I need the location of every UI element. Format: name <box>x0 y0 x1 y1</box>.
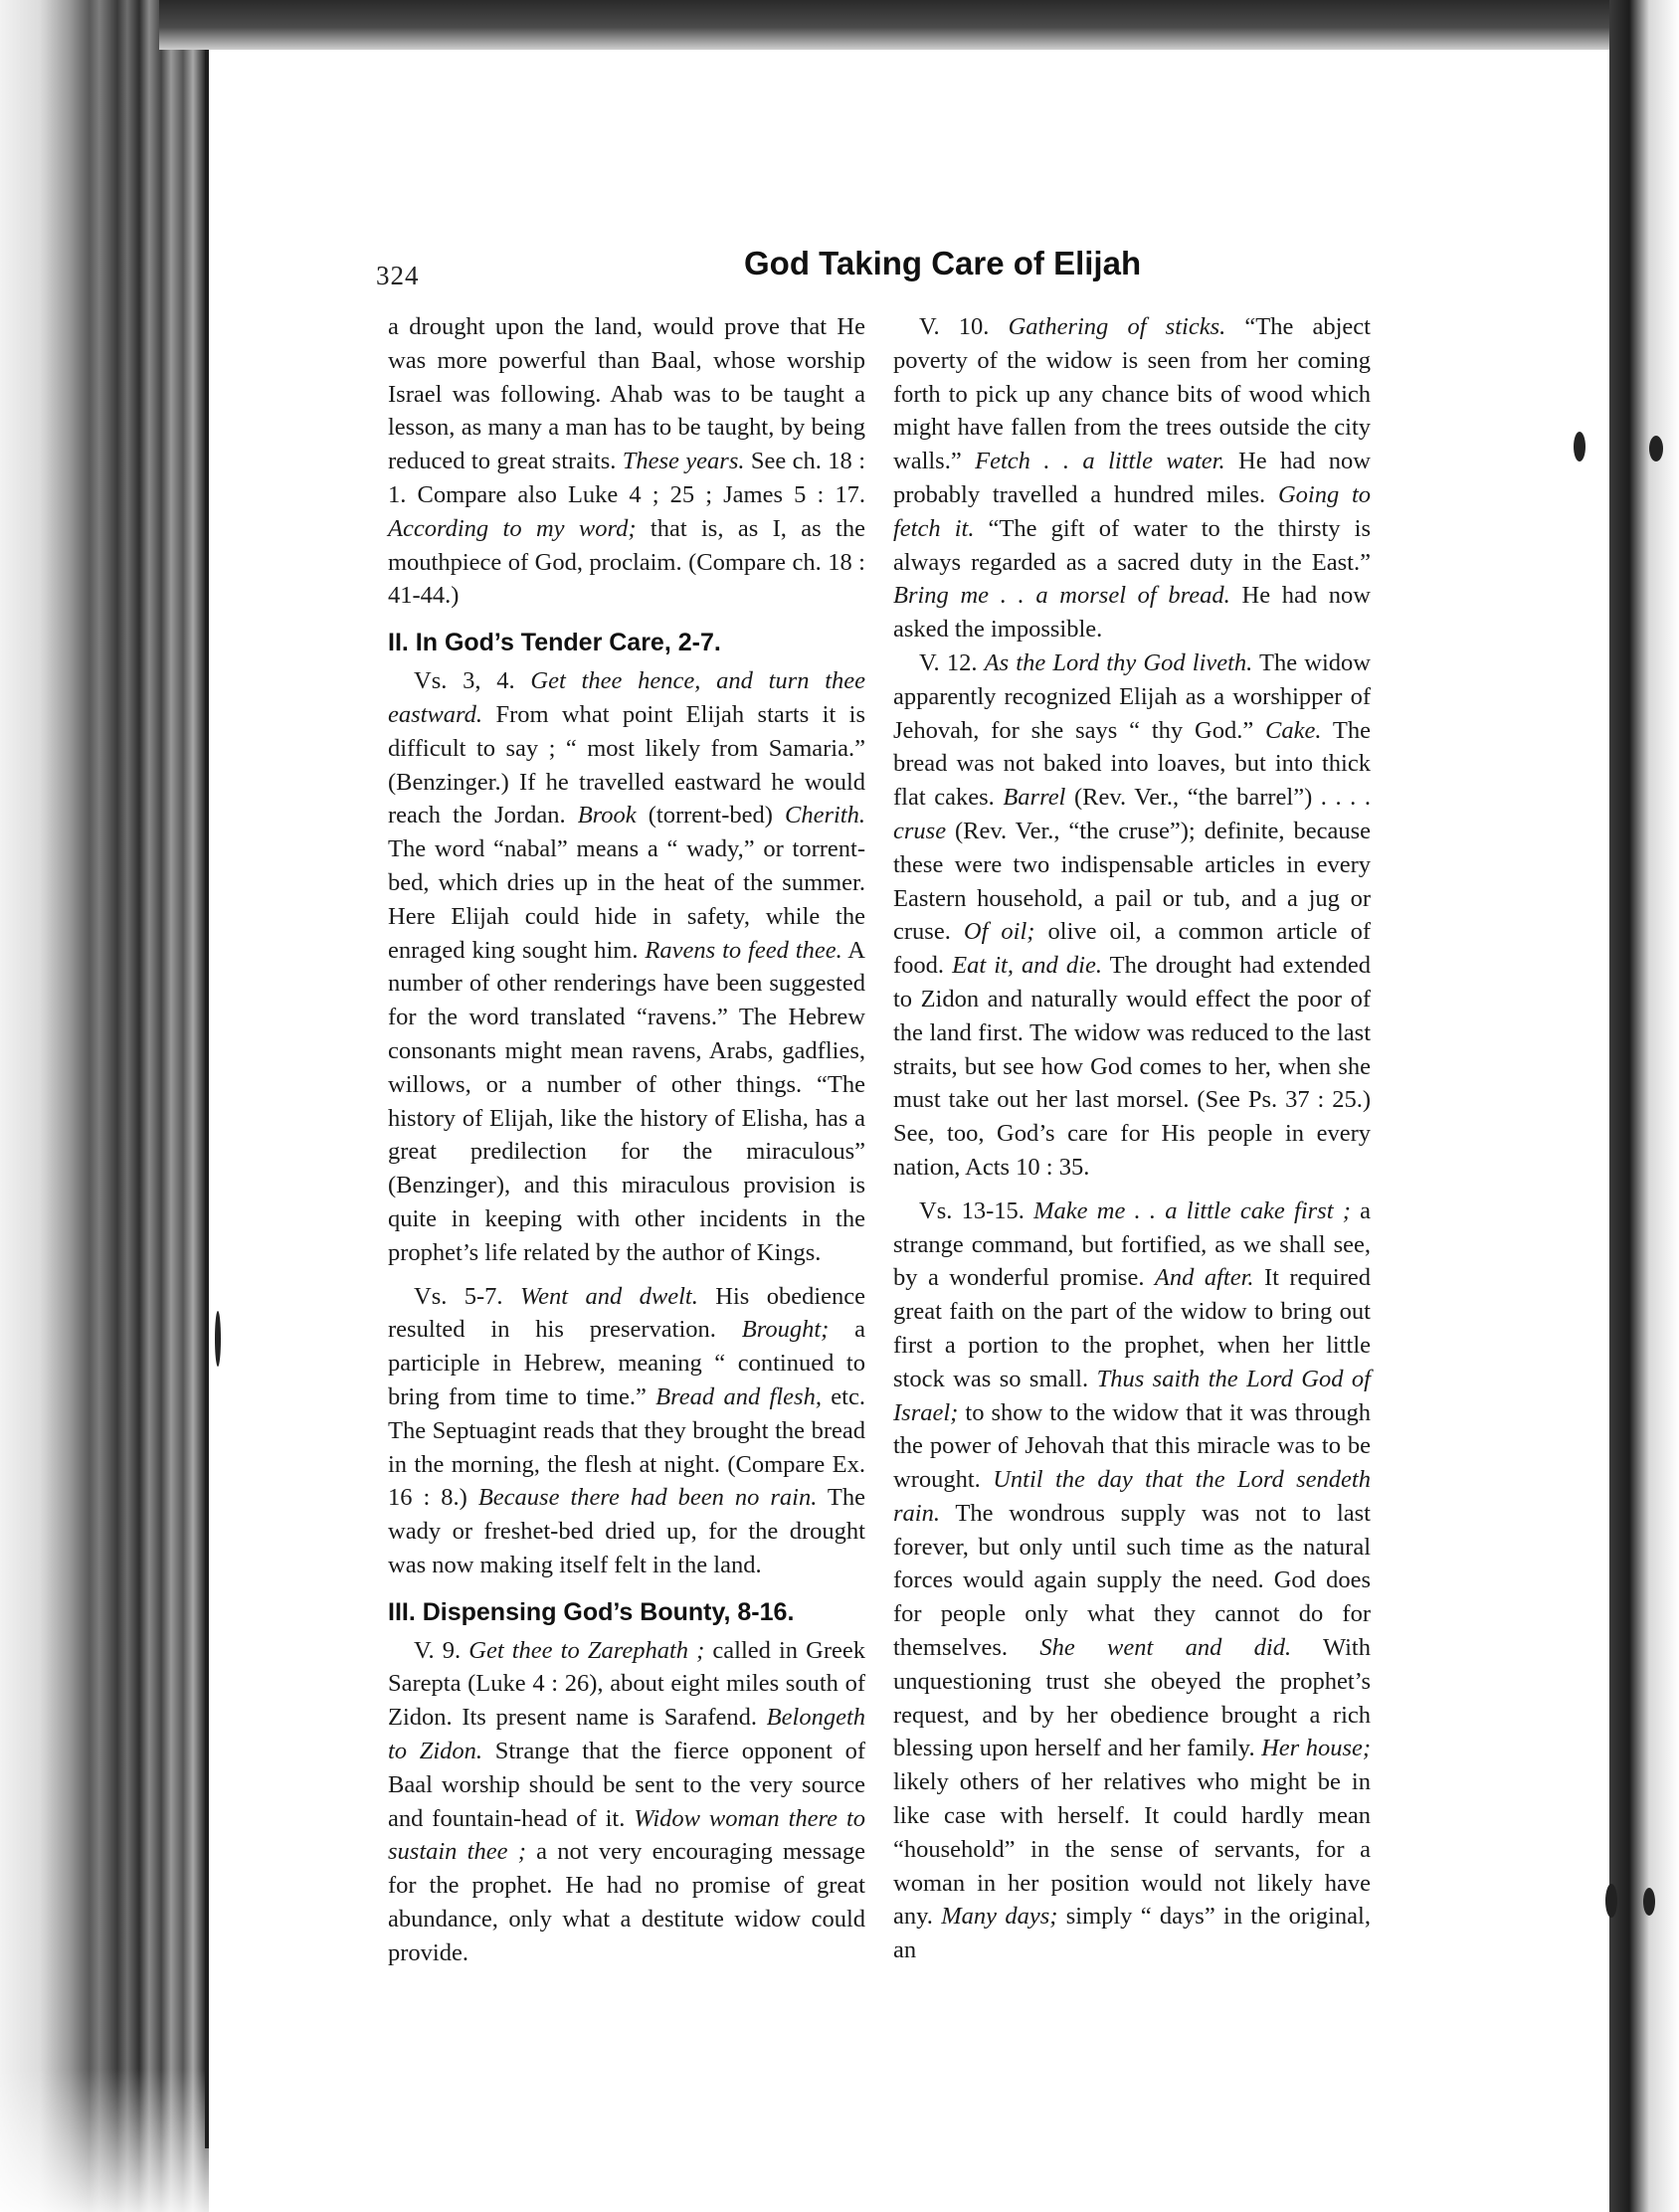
text-run: The wady or freshet-bed dried up, for the drought was now making itself felt in the land. <box>388 1484 866 1578</box>
book-binding-edge <box>0 0 209 2212</box>
text-run: V. 9. <box>414 1636 469 1664</box>
italic-term: Cake. <box>1265 716 1322 744</box>
italic-term: Make me . . a little cake first ; <box>1033 1197 1351 1224</box>
running-title: God Taking Care of Elijah <box>744 245 1142 281</box>
italic-term: Brought; <box>741 1316 830 1344</box>
text-run: simply “ days” in the original, an <box>893 1903 1371 1964</box>
text-run: The bread was not baked into loaves, but into thick flat cakes. <box>893 716 1371 812</box>
text-run: The wondrous supply was not to last forever, but only until such time as the natural forces would again supply the need. God does for people only what they cannot do for themselves. <box>893 1499 1371 1662</box>
top-scan-edge <box>159 0 1611 50</box>
text-run: The word “nabal” means a “ wady,” or torrent-bed, which dries up in the heat of the summer. Here Elijah could hide in safety, while the enraged king sought him. <box>388 835 865 964</box>
text-run: Vs. 5-7. <box>414 1282 520 1310</box>
italic-term: Bring me . . a morsel of bread. <box>893 582 1230 610</box>
text-run: V. 12. <box>919 648 985 676</box>
paragraph <box>893 310 1371 646</box>
italic-term: Until the day that the Lord sendeth rain. <box>893 1466 1371 1527</box>
text-run: etc. The Septuagint reads that they brought the bread in the morning, the flesh at night. (Compare Ex. 16 : 8.) <box>388 1382 865 1512</box>
italic-term: Brook <box>577 802 637 830</box>
text-run: to show to the widow that it was through the power of Jehovah that this miracle was to be wrought. <box>893 1398 1371 1494</box>
italic-term: These years. <box>622 448 745 475</box>
text-run: Strange that the fierce opponent of Baal worship should be sent to the very source and fountain-head of it. <box>388 1738 865 1832</box>
right-scan-edge <box>1609 0 1679 2212</box>
italic-term: Thus saith the Lord God of Israel; <box>893 1365 1371 1426</box>
section-heading: II. In God’s Tender Care, 2-7. <box>388 629 721 657</box>
text-run: With unquestioning trust she obeyed the prophet’s request, and by her obedience brought a rich blessing upon herself and her family. <box>893 1634 1371 1762</box>
italic-term: She went and did. <box>1039 1634 1292 1662</box>
text-run: olive oil, a common article of food. <box>893 918 1371 980</box>
text-run: (Rev. Ver., “the barrel”) . . . . <box>1065 784 1371 812</box>
text-run: Vs. 13-15. <box>919 1197 1034 1224</box>
paragraph <box>893 1195 1371 1967</box>
italic-term: Went and dwelt. <box>519 1282 698 1310</box>
text-run: a strange command, but fortified, as we shall see, by a wonderful promise. <box>893 1197 1371 1292</box>
italic-term: Of oil; <box>963 918 1035 946</box>
italic-term: Barrel <box>1003 784 1066 812</box>
italic-term: Belongeth to Zidon. <box>388 1704 865 1765</box>
paragraph <box>388 310 865 613</box>
text-run: “The gift of water to the thirsty is always regarded as a sacred duty in the East.” <box>893 514 1371 576</box>
left-column <box>388 310 865 1970</box>
scan-mark <box>1643 1888 1655 1916</box>
italic-term: Eat it, and die. <box>952 952 1102 980</box>
text-run: V. 10. <box>919 313 1009 340</box>
italic-term: cruse <box>893 817 947 844</box>
text-run: a drought upon the land, would prove that He was more powerful than Baal, whose worship Israel was following. Ahab was to be taught a lesson, as many a man has to be taught, by being reduced to great straits. <box>388 313 865 475</box>
scan-mark <box>1649 436 1663 461</box>
italic-term: Because there had been no rain. <box>477 1484 818 1512</box>
text-run: a not very encouraging message for the prophet. He had no promise of great abundance, only what a destitute widow could provide. <box>388 1838 865 1966</box>
right-column <box>893 310 1371 1967</box>
text-run: Vs. 3, 4. <box>414 667 531 695</box>
italic-term: Ravens to feed thee. <box>645 936 842 964</box>
text-run: (Rev. Ver., “the cruse”); definite, because these were two indispensable articles in every Eastern household, a pail or tub, and a jug or cruse. <box>893 817 1371 946</box>
text-run: From what point Elijah starts it is difficult to say ; “ most likely from Samaria.” (Benzinger.) If he travelled eastward he would reach the Jordan. <box>388 700 865 830</box>
text-run: likely others of her relatives who might be in like case with herself. It could hardly mean “household” in the sense of servants, for a woman in her position would not likely have any. <box>893 1768 1371 1931</box>
text-run: that is, as I, as the mouthpiece of God, proclaim. (Compare ch. 18 : 41-44.) <box>388 514 865 610</box>
italic-term: Get thee to Zarephath ; <box>468 1636 705 1664</box>
paragraph <box>388 664 865 1269</box>
italic-term: According to my word; <box>388 514 637 542</box>
section-heading: III. Dispensing God’s Bounty, 8-16. <box>388 1597 795 1626</box>
italic-term: As the Lord thy God liveth. <box>984 648 1253 676</box>
text-run: called in Greek Sarepta (Luke 4 : 26), about eight miles south of Zidon. Its present name is Sarafend. <box>388 1636 865 1732</box>
italic-term: Fetch . . a little water. <box>975 448 1225 475</box>
text-run: See ch. 18 : 1. Compare also Luke 4 ; 25 ; James 5 : 17. <box>388 448 866 508</box>
text-run: It required great faith on the part of the widow to bring out first a portion to the prophet, when her little stock was so small. <box>893 1264 1372 1392</box>
italic-term: Cherith. <box>785 802 865 830</box>
page-number: 324 <box>376 261 420 290</box>
paragraph <box>388 1280 865 1582</box>
text-run: “The abject poverty of the widow is seen from her coming forth to pick up any chance bits of wood which might have fallen from the trees outside the city walls.” <box>893 313 1371 475</box>
italic-term: And after. <box>1154 1264 1254 1292</box>
paragraph <box>893 646 1371 1185</box>
text-run: A number of other renderings have been suggested for the word translated “ravens.” The Hebrew consonants might mean ravens, Arabs, gadflies, willows, or a number of other things. “The history of Elijah, like the history of Elisha, has a great predilection for the miraculous” (Benzinger), and this miraculous provision is quite in keeping with other incidents in the prophet’s life related by the author of Kings. <box>388 936 866 1266</box>
text-run: His obedience resulted in his preservation. <box>388 1282 866 1344</box>
italic-term: Get thee hence, and turn thee eastward. <box>388 667 866 728</box>
text-run: a participle in Hebrew, meaning “ continued to bring from time to time.” <box>388 1316 865 1410</box>
paragraph <box>388 1634 865 1970</box>
text-run: (torrent-bed) <box>636 802 785 830</box>
text-run: He had now probably travelled a hundred miles. <box>893 448 1372 508</box>
text-run: The widow apparently recognized Elijah as a worshipper of Jehovah, for she says “ thy God.” <box>893 648 1371 744</box>
book-page <box>209 50 1609 2148</box>
binding-shade <box>0 2069 209 2212</box>
text-run: He had now asked the impossible. <box>893 582 1372 644</box>
italic-term: Her house; <box>1261 1735 1372 1762</box>
italic-term: Many days; <box>941 1903 1058 1931</box>
italic-term: Going to fetch it. <box>893 480 1371 542</box>
italic-term: Bread and flesh, <box>655 1382 822 1410</box>
italic-term: Widow woman there to sustain thee ; <box>388 1804 866 1866</box>
text-run: The drought had extended to Zidon and naturally would effect the poor of the land first. The widow was reduced to the last straits, but see how God comes to her, when she must take out her last morsel. (See Ps. 37 : 25.) See, too, God’s care for His people in every nation, Acts 10 : 35. <box>893 952 1371 1181</box>
italic-term: Gathering of sticks. <box>1008 313 1226 340</box>
